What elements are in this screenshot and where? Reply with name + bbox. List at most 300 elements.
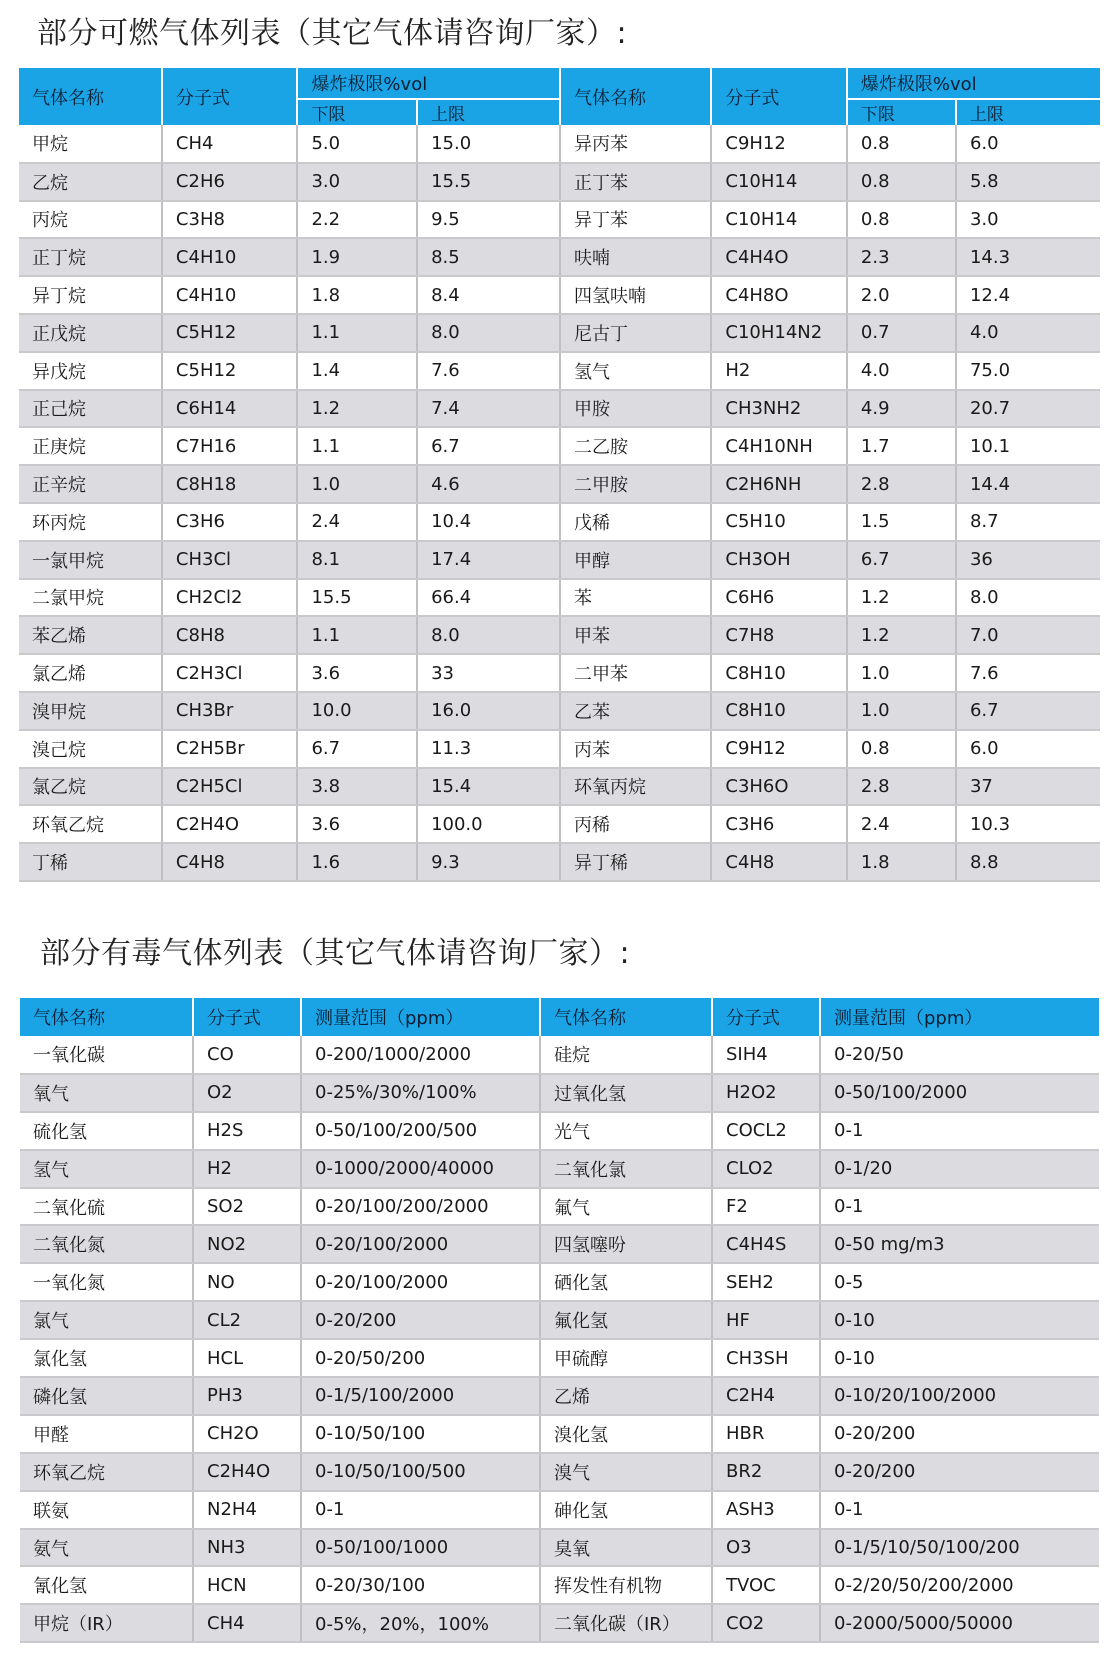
table-cell: C5H10 (711, 503, 847, 541)
table-cell: 四氢呋喃 (560, 276, 711, 314)
table-cell: 1.2 (297, 390, 417, 428)
table-row (20, 1074, 1099, 1112)
table-cell: 氟化氢 (540, 1301, 712, 1339)
table-cell: 苯乙烯 (19, 616, 162, 654)
table-row (20, 1225, 1099, 1263)
table-row (19, 768, 1100, 806)
table-cell: 硫化氢 (20, 1112, 193, 1150)
header-gas-name: 气体名称 (540, 998, 712, 1036)
table-cell: PH3 (193, 1377, 301, 1415)
table-cell: 1.7 (847, 427, 956, 465)
table-cell: NO2 (193, 1225, 301, 1263)
table-row (19, 125, 1100, 163)
table-cell: 氯乙烷 (19, 768, 162, 806)
table-cell: 1.4 (297, 352, 417, 390)
toxic-section-title: 部分有毒气体列表（其它气体请咨询厂家）: (40, 936, 631, 971)
table-cell: 0-1/20 (820, 1150, 1099, 1188)
table-row (19, 238, 1100, 276)
header-lower-limit: 下限 (847, 99, 956, 125)
table-cell: 过氧化氢 (540, 1074, 712, 1112)
table-cell: C2H3Cl (162, 654, 298, 692)
table-cell: 9.5 (417, 201, 560, 239)
table-cell: 2.3 (847, 238, 956, 276)
table-cell: C4H8O (711, 276, 847, 314)
table-cell: 正丁烷 (19, 238, 162, 276)
table-cell: 100.0 (417, 805, 560, 843)
table-cell: C3H6 (162, 503, 298, 541)
flammable-gas-table (19, 68, 1100, 882)
table-cell: 二氧化碳（IR） (540, 1604, 712, 1642)
table-cell: O2 (193, 1074, 301, 1112)
table-row (19, 503, 1100, 541)
table-cell: 7.6 (417, 352, 560, 390)
table-cell: 氰化氢 (20, 1566, 193, 1604)
table-cell: 8.0 (417, 616, 560, 654)
table-cell: 14.3 (956, 238, 1100, 276)
table-cell: C3H8 (162, 201, 298, 239)
table-cell: O3 (712, 1529, 820, 1567)
table-cell: 0-50/100/200/500 (301, 1112, 540, 1150)
table-cell: C8H8 (162, 616, 298, 654)
table-row (19, 654, 1100, 692)
table-cell: CH3Br (162, 692, 298, 730)
table-cell: 1.0 (297, 465, 417, 503)
table-cell: C3H6O (711, 768, 847, 806)
table-cell: 4.0 (847, 352, 956, 390)
table-cell: 氧气 (20, 1074, 193, 1112)
table-cell: 15.5 (417, 163, 560, 201)
table-cell: 甲苯 (560, 616, 711, 654)
table-cell: 0-10 (820, 1301, 1099, 1339)
table-cell: 0.7 (847, 314, 956, 352)
table-cell: 2.8 (847, 465, 956, 503)
table-cell: 10.1 (956, 427, 1100, 465)
table-cell: 甲醛 (20, 1415, 193, 1453)
header-upper-limit: 上限 (417, 99, 560, 125)
table-cell: C4H8 (711, 843, 847, 881)
table-cell: HBR (712, 1415, 820, 1453)
table-cell: C2H4O (193, 1453, 301, 1491)
table-cell: 二氯甲烷 (19, 579, 162, 617)
table-cell: 异丙苯 (560, 125, 711, 163)
table-row (19, 843, 1100, 881)
table-cell: 8.1 (297, 541, 417, 579)
table-cell: 0-20/30/100 (301, 1566, 540, 1604)
table-row (20, 1263, 1099, 1301)
table-cell: H2S (193, 1112, 301, 1150)
table-cell: C7H16 (162, 427, 298, 465)
table-cell: 6.7 (956, 692, 1100, 730)
table-cell: 0-1 (820, 1112, 1099, 1150)
table-row (19, 541, 1100, 579)
table-row (20, 1491, 1099, 1529)
table-row (20, 1150, 1099, 1188)
table-cell: 二氧化氮 (20, 1225, 193, 1263)
table-cell: CLO2 (712, 1150, 820, 1188)
header-formula: 分子式 (162, 68, 298, 125)
table-cell: TVOC (712, 1566, 820, 1604)
header-gas-name: 气体名称 (19, 68, 162, 125)
table-cell: 0-50 mg/m3 (820, 1225, 1099, 1263)
table-cell: C2H6 (162, 163, 298, 201)
table-cell: 0.8 (847, 163, 956, 201)
table-row (19, 314, 1100, 352)
table-cell: 6.7 (297, 730, 417, 768)
table-cell: C6H14 (162, 390, 298, 428)
table-cell: 氨气 (20, 1529, 193, 1567)
table-cell: CH2Cl2 (162, 579, 298, 617)
table-cell: C5H12 (162, 352, 298, 390)
table-cell: 乙苯 (560, 692, 711, 730)
table-cell: C8H10 (711, 654, 847, 692)
header-range: 测量范围（ppm） (301, 998, 540, 1036)
table-cell: 氟气 (540, 1188, 712, 1226)
table-cell: 5.8 (956, 163, 1100, 201)
table-cell: 0-50/100/2000 (820, 1074, 1099, 1112)
table-cell: 环丙烷 (19, 503, 162, 541)
table-cell: 15.4 (417, 768, 560, 806)
toxic-gas-table (20, 998, 1099, 1643)
table-cell: CL2 (193, 1301, 301, 1339)
table-cell: 二乙胺 (560, 427, 711, 465)
table-cell: CH4 (162, 125, 298, 163)
table-cell: 0.8 (847, 125, 956, 163)
table-cell: 0-10 (820, 1339, 1099, 1377)
table-cell: 0-1/5/100/2000 (301, 1377, 540, 1415)
table-cell: 20.7 (956, 390, 1100, 428)
table-cell: H2 (711, 352, 847, 390)
table-cell: C10H14 (711, 163, 847, 201)
table-cell: C2H6NH (711, 465, 847, 503)
table-cell: 丙苯 (560, 730, 711, 768)
table-cell: 0-10/50/100 (301, 1415, 540, 1453)
table-cell: 0-20/200 (301, 1301, 540, 1339)
table-cell: C4H10 (162, 238, 298, 276)
table-cell: 光气 (540, 1112, 712, 1150)
table-cell: 一氯甲烷 (19, 541, 162, 579)
table-cell: C2H4 (712, 1377, 820, 1415)
table-row (19, 427, 1100, 465)
table-cell: 0-5%，20%，100% (301, 1604, 540, 1642)
table-cell: NH3 (193, 1529, 301, 1567)
table-cell: 0-1 (820, 1491, 1099, 1529)
table-cell: 1.1 (297, 314, 417, 352)
table-cell: F2 (712, 1188, 820, 1226)
table-cell: NO (193, 1263, 301, 1301)
table-cell: C4H8 (162, 843, 298, 881)
table-cell: 溴甲烷 (19, 692, 162, 730)
table-cell: 异丁苯 (560, 201, 711, 239)
table-cell: 0-20/200 (820, 1453, 1099, 1491)
table-cell: 3.0 (956, 201, 1100, 239)
table-cell: C8H10 (711, 692, 847, 730)
table-cell: 氢气 (560, 352, 711, 390)
table-cell: C5H12 (162, 314, 298, 352)
header-formula: 分子式 (712, 998, 820, 1036)
table-cell: 0-20/100/2000 (301, 1225, 540, 1263)
table-row (20, 1188, 1099, 1226)
table-cell: 0-1/5/10/50/100/200 (820, 1529, 1099, 1567)
table-cell: C10H14N2 (711, 314, 847, 352)
table-cell: 硒化氢 (540, 1263, 712, 1301)
table-cell: C8H18 (162, 465, 298, 503)
table-cell: 8.0 (956, 579, 1100, 617)
table-cell: CO2 (712, 1604, 820, 1642)
table-cell: 2.8 (847, 768, 956, 806)
table-cell: 1.2 (847, 579, 956, 617)
table-cell: HCN (193, 1566, 301, 1604)
table-cell: 6.0 (956, 125, 1100, 163)
table-cell: 3.8 (297, 768, 417, 806)
table-cell: 1.5 (847, 503, 956, 541)
table-cell: 3.6 (297, 805, 417, 843)
table-cell: 溴己烷 (19, 730, 162, 768)
table-cell: C9H12 (711, 730, 847, 768)
table-cell: 8.7 (956, 503, 1100, 541)
table-cell: C2H5Cl (162, 768, 298, 806)
table-cell: 6.0 (956, 730, 1100, 768)
table-cell: 75.0 (956, 352, 1100, 390)
table-cell: 乙烯 (540, 1377, 712, 1415)
table-cell: C10H14 (711, 201, 847, 239)
table-cell: 异戊烷 (19, 352, 162, 390)
table-cell: 甲胺 (560, 390, 711, 428)
table-cell: 66.4 (417, 579, 560, 617)
table-cell: 7.0 (956, 616, 1100, 654)
header-range: 测量范围（ppm） (820, 998, 1099, 1036)
table-row (20, 1339, 1099, 1377)
table-cell: 4.9 (847, 390, 956, 428)
table-cell: C6H6 (711, 579, 847, 617)
table-cell: 1.1 (297, 616, 417, 654)
table-cell: 丁稀 (19, 843, 162, 881)
table-cell: COCL2 (712, 1112, 820, 1150)
table-cell: 1.0 (847, 654, 956, 692)
table-cell: 7.6 (956, 654, 1100, 692)
table-cell: 11.3 (417, 730, 560, 768)
table-cell: 二甲胺 (560, 465, 711, 503)
table-cell: 0-10/50/100/500 (301, 1453, 540, 1491)
table-cell: 1.8 (297, 276, 417, 314)
table-cell: 0-20/200 (820, 1415, 1099, 1453)
table-cell: 15.5 (297, 579, 417, 617)
table-cell: 二氧化氯 (540, 1150, 712, 1188)
table-row (19, 276, 1100, 314)
table-cell: 9.3 (417, 843, 560, 881)
table-cell: C4H4O (711, 238, 847, 276)
table-cell: 0-5 (820, 1263, 1099, 1301)
header-formula: 分子式 (711, 68, 847, 125)
flammable-section-title: 部分可燃气体列表（其它气体请咨询厂家）: (37, 16, 628, 51)
table-cell: CH3NH2 (711, 390, 847, 428)
table-cell: 一氧化碳 (20, 1036, 193, 1074)
table-cell: CH4 (193, 1604, 301, 1642)
table-row (20, 1453, 1099, 1491)
table-row (19, 730, 1100, 768)
table-cell: 氯气 (20, 1301, 193, 1339)
table-row (19, 163, 1100, 201)
table-cell: 溴气 (540, 1453, 712, 1491)
table-row (20, 1377, 1099, 1415)
table-cell: 33 (417, 654, 560, 692)
table-row (19, 616, 1100, 654)
table-cell: 3.6 (297, 654, 417, 692)
table-cell: 氯乙烯 (19, 654, 162, 692)
table-cell: 8.8 (956, 843, 1100, 881)
table-cell: 2.0 (847, 276, 956, 314)
table-cell: 2.2 (297, 201, 417, 239)
table-cell: SO2 (193, 1188, 301, 1226)
table-row (20, 1566, 1099, 1604)
table-cell: 磷化氢 (20, 1377, 193, 1415)
table-cell: 1.2 (847, 616, 956, 654)
table-cell: 乙烷 (19, 163, 162, 201)
table-cell: 8.0 (417, 314, 560, 352)
table-cell: 0.8 (847, 201, 956, 239)
table-cell: 1.6 (297, 843, 417, 881)
table-cell: 戊稀 (560, 503, 711, 541)
table-cell: C4H4S (712, 1225, 820, 1263)
table-cell: 5.0 (297, 125, 417, 163)
table-cell: CH2O (193, 1415, 301, 1453)
table-cell: C2H5Br (162, 730, 298, 768)
table-row (19, 201, 1100, 239)
table-cell: 甲烷（IR） (20, 1604, 193, 1642)
table-cell: 尼古丁 (560, 314, 711, 352)
table-row (20, 1301, 1099, 1339)
table-cell: 正辛烷 (19, 465, 162, 503)
table-cell: 4.0 (956, 314, 1100, 352)
table-cell: 8.5 (417, 238, 560, 276)
table-cell: 正庚烷 (19, 427, 162, 465)
table-cell: 6.7 (847, 541, 956, 579)
table-cell: 甲醇 (560, 541, 711, 579)
table-row (19, 390, 1100, 428)
header-gas-name: 气体名称 (560, 68, 711, 125)
table-cell: 环氧乙烷 (19, 805, 162, 843)
table-row (20, 1415, 1099, 1453)
header-explosion-limit: 爆炸极限%vol (847, 68, 1100, 99)
table-cell: 甲烷 (19, 125, 162, 163)
table-cell: C4H10NH (711, 427, 847, 465)
table-cell: CH3SH (712, 1339, 820, 1377)
table-cell: 氯化氢 (20, 1339, 193, 1377)
table-row (19, 465, 1100, 503)
table-cell: 0-2/20/50/200/2000 (820, 1566, 1099, 1604)
table-cell: 二甲苯 (560, 654, 711, 692)
table-row (19, 692, 1100, 730)
table-cell: 7.4 (417, 390, 560, 428)
table-cell: 6.7 (417, 427, 560, 465)
table-cell: 17.4 (417, 541, 560, 579)
table-cell: 挥发性有机物 (540, 1566, 712, 1604)
table-cell: ASH3 (712, 1491, 820, 1529)
table-cell: CH3Cl (162, 541, 298, 579)
table-cell: 正戊烷 (19, 314, 162, 352)
header-formula: 分子式 (193, 998, 301, 1036)
table-cell: 氢气 (20, 1150, 193, 1188)
table-cell: 0-1000/2000/40000 (301, 1150, 540, 1188)
table-cell: 硅烷 (540, 1036, 712, 1074)
table-cell: 0-20/50 (820, 1036, 1099, 1074)
table-cell: 臭氧 (540, 1529, 712, 1567)
table-row (20, 1529, 1099, 1567)
table-cell: 4.6 (417, 465, 560, 503)
table-cell: C4H10 (162, 276, 298, 314)
table-cell: 2.4 (297, 503, 417, 541)
table-cell: H2 (193, 1150, 301, 1188)
header-upper-limit: 上限 (956, 99, 1100, 125)
table-cell: C7H8 (711, 616, 847, 654)
table-cell: 0.8 (847, 730, 956, 768)
table-cell: SEH2 (712, 1263, 820, 1301)
table-cell: CO (193, 1036, 301, 1074)
table-cell: SIH4 (712, 1036, 820, 1074)
table-cell: 正丁苯 (560, 163, 711, 201)
table-cell: 10.4 (417, 503, 560, 541)
table-cell: 37 (956, 768, 1100, 806)
header-explosion-limit: 爆炸极限%vol (297, 68, 560, 99)
table-row (19, 579, 1100, 617)
table-cell: 0-10/20/100/2000 (820, 1377, 1099, 1415)
table-cell: 0-200/1000/2000 (301, 1036, 540, 1074)
table-cell: 甲硫醇 (540, 1339, 712, 1377)
table-cell: 0-2000/5000/50000 (820, 1604, 1099, 1642)
table-cell: 1.0 (847, 692, 956, 730)
table-cell: C2H4O (162, 805, 298, 843)
table-cell: 联氨 (20, 1491, 193, 1529)
table-row (20, 1604, 1099, 1642)
table-cell: 0-20/100/200/2000 (301, 1188, 540, 1226)
table-cell: 0-50/100/1000 (301, 1529, 540, 1567)
table-cell: 正己烷 (19, 390, 162, 428)
table-cell: 砷化氢 (540, 1491, 712, 1529)
table-cell: 四氢噻吩 (540, 1225, 712, 1263)
table-cell: 0-20/100/2000 (301, 1263, 540, 1301)
table-row (20, 1112, 1099, 1150)
table-cell: 丙稀 (560, 805, 711, 843)
table-cell: 12.4 (956, 276, 1100, 314)
table-cell: 一氧化氮 (20, 1263, 193, 1301)
table-cell: 14.4 (956, 465, 1100, 503)
table-cell: 16.0 (417, 692, 560, 730)
table-cell: 二氧化硫 (20, 1188, 193, 1226)
table-cell: 15.0 (417, 125, 560, 163)
table-cell: C9H12 (711, 125, 847, 163)
header-lower-limit: 下限 (297, 99, 417, 125)
table-cell: 环氧丙烷 (560, 768, 711, 806)
table-cell: 环氧乙烷 (20, 1453, 193, 1491)
table-cell: 0-1 (820, 1188, 1099, 1226)
header-gas-name: 气体名称 (20, 998, 193, 1036)
table-row (20, 1036, 1099, 1074)
table-cell: 异丁烷 (19, 276, 162, 314)
table-cell: 2.4 (847, 805, 956, 843)
table-row (19, 352, 1100, 390)
table-cell: 8.4 (417, 276, 560, 314)
table-cell: HF (712, 1301, 820, 1339)
table-cell: 0-25%/30%/100% (301, 1074, 540, 1112)
table-cell: 异丁稀 (560, 843, 711, 881)
table-cell: BR2 (712, 1453, 820, 1491)
table-cell: H2O2 (712, 1074, 820, 1112)
table-cell: HCL (193, 1339, 301, 1377)
table-cell: 丙烷 (19, 201, 162, 239)
table-cell: 呋喃 (560, 238, 711, 276)
table-cell: 10.3 (956, 805, 1100, 843)
table-cell: C3H6 (711, 805, 847, 843)
table-cell: 36 (956, 541, 1100, 579)
